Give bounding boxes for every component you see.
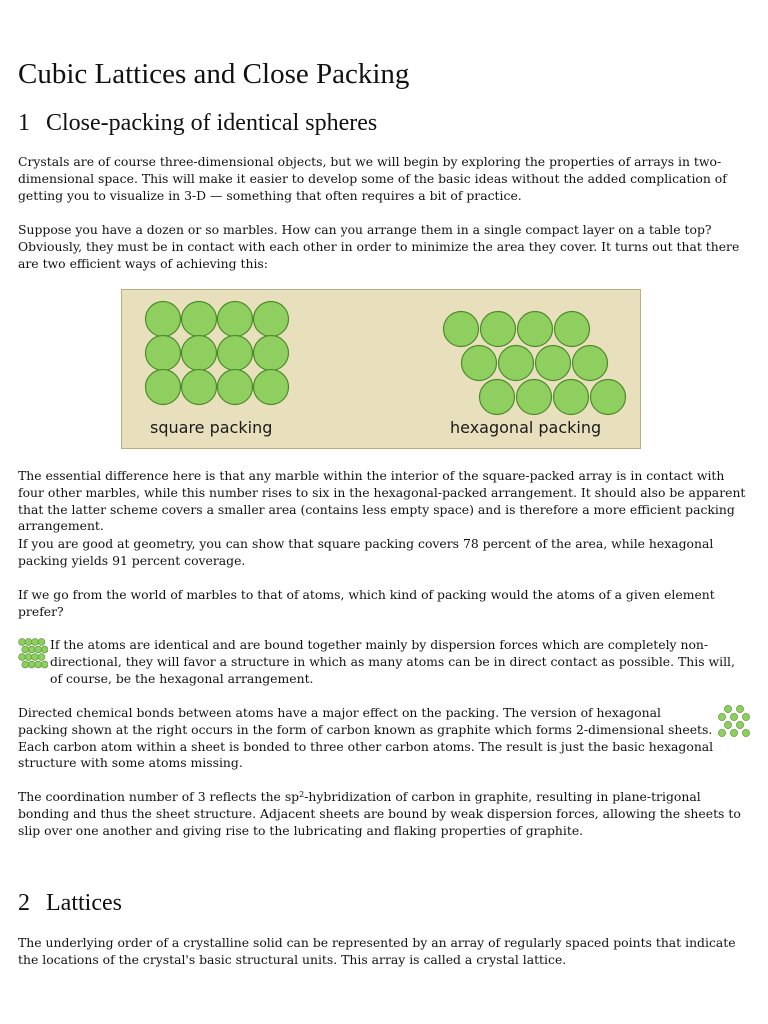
cluster-atom (25, 654, 32, 661)
cluster-atom (22, 661, 29, 668)
square-packing-sphere (218, 370, 253, 405)
cluster-atom (35, 661, 42, 668)
graphite-atom (736, 721, 743, 728)
section-1-paragraph-5: If we go from the world of marbles to that of atoms, which kind of packing would the atoms of a given element prefer? (18, 587, 715, 619)
section-1-paragraph-1: Crystals are of course three-dimensional objects, but we will begin by exploring the properties of arrays in two-dimensional space. This will make it easier to develop some of the basic ideas without the added complication of getting you to visualize in 3-D — something that often requires a bit of practice. (18, 154, 727, 203)
graphite-atom (730, 729, 737, 736)
hexagonal-packing-sphere (555, 312, 590, 347)
section-1-paragraph-2: Suppose you have a dozen or so marbles. How can you arrange them in a single compact layer on a table top? Obviously, they must be in contact with each other in order to minimize the area they cover. It turns out that there are two efficient ways of achieving this: (18, 222, 740, 271)
section-2-title: Lattices (46, 890, 122, 916)
paragraph-7-text: Directed chemical bonds between atoms have a major effect on the packing. The version of hexagonal packing shown at the right occurs in the form of carbon known as graphite which forms 2-dimensional sheets. Each carbon atom within a sheet is bonded to three other carbon atoms. The result is just the basic hexagonal structure with some atoms missing. (18, 705, 714, 771)
cluster-atom (28, 646, 35, 653)
graphite-atom (718, 729, 725, 736)
section-1-paragraph-3: The essential difference here is that any marble within the interior of the square-packed array is in contact with four other marbles, while this number rises to six in the hexagonal-packed arrangement. It should also be apparent that the latter scheme covers a smaller area (contains less empty space) and is therefore a more efficient packing arrangement. (18, 468, 746, 534)
section-1-title: Close-packing of identical spheres (46, 110, 378, 136)
cluster-atom (38, 654, 45, 661)
square-packing-sphere (146, 370, 181, 405)
hexagonal-packing-sphere (573, 346, 608, 381)
square-packing-sphere (146, 336, 181, 371)
section-1-paragraph-6 (18, 637, 750, 687)
cluster-atom (35, 646, 42, 653)
hexagonal-packing-sphere (536, 346, 571, 381)
section-2-number: 2 (18, 890, 30, 916)
hexagonal-packing-sphere (462, 346, 497, 381)
square-packing-sphere (182, 370, 217, 405)
cluster-atom (32, 654, 39, 661)
cluster-atom (28, 661, 35, 668)
square-packing-sphere (254, 370, 289, 405)
graphite-atom (718, 713, 725, 720)
cluster-atom (19, 654, 26, 661)
paragraph-6-text: If the atoms are identical and are bound together mainly by dispersion forces which are completely non-directional, they will favor a structure in which as many atoms can be in direct contact as possible. This will, of course, be the hexagonal arrangement. (50, 637, 735, 686)
cluster-atom (22, 646, 29, 653)
section-1-paragraph-4: If you are good at geometry, you can show that square packing covers 78 percent of the area, while hexagonal packing yields 91 percent coverage. (18, 536, 714, 568)
graphite-atom (724, 721, 731, 728)
section-1-paragraph-7 (18, 705, 750, 772)
paragraph-8-text-start: The coordination number of 3 reflects the sp (18, 789, 300, 804)
graphite-atom (742, 713, 749, 720)
cluster-atom (19, 639, 26, 646)
section-1-paragraph-8 (18, 789, 750, 839)
cluster-atom (25, 639, 32, 646)
section-1-number: 1 (18, 110, 30, 136)
square-packing-sphere (218, 302, 253, 337)
graphite-sheet-icon (718, 705, 750, 737)
hexagonal-packing-sphere (499, 346, 534, 381)
paragraph-8-text-end: -hybridization of carbon in graphite, resulting in plane-trigonal bonding and thus the sheet structure. Adjacent sheets are bound by weak dispersion forces, allowing the sheets to slip over one another and giving rise to the lubricating and flaking properties of graphite. (18, 789, 741, 838)
hexagonal-packing-caption: hexagonal packing (450, 418, 602, 437)
square-packing-sphere (254, 302, 289, 337)
packing-figure (121, 289, 641, 449)
square-packing-sphere (254, 336, 289, 371)
square-packing-sphere (182, 336, 217, 371)
cluster-atom (32, 639, 39, 646)
hexagonal-packing-sphere (517, 380, 552, 415)
cluster-atom (38, 639, 45, 646)
cluster-atom (41, 661, 48, 668)
section-1-heading (18, 108, 377, 138)
page-title: Cubic Lattices and Close Packing (18, 58, 410, 90)
graphite-atom (742, 729, 749, 736)
hexagonal-packing-sphere (481, 312, 516, 347)
hexagonal-packing-sphere (554, 380, 589, 415)
square-packing-sphere (146, 302, 181, 337)
cluster-atom (41, 646, 48, 653)
hexagonal-packing-sphere (591, 380, 626, 415)
square-packing-sphere (218, 336, 253, 371)
graphite-atom (730, 713, 737, 720)
graphite-atom (736, 705, 743, 712)
paragraph-8-superscript: 2 (299, 790, 305, 799)
hexagonal-packing-sphere (518, 312, 553, 347)
graphite-atom (724, 705, 731, 712)
square-packing-sphere (182, 302, 217, 337)
hexagonal-packing-sphere (480, 380, 515, 415)
section-2-heading (18, 888, 122, 918)
hexagonal-packing-sphere (444, 312, 479, 347)
square-packing-caption: square packing (150, 418, 273, 437)
hexagonal-cluster-icon (18, 637, 48, 671)
section-2-paragraph-1: The underlying order of a crystalline solid can be represented by an array of regularly spaced points that indicate the locations of the crystal's basic structural units. This array is called a crystal lattice. (18, 935, 736, 967)
